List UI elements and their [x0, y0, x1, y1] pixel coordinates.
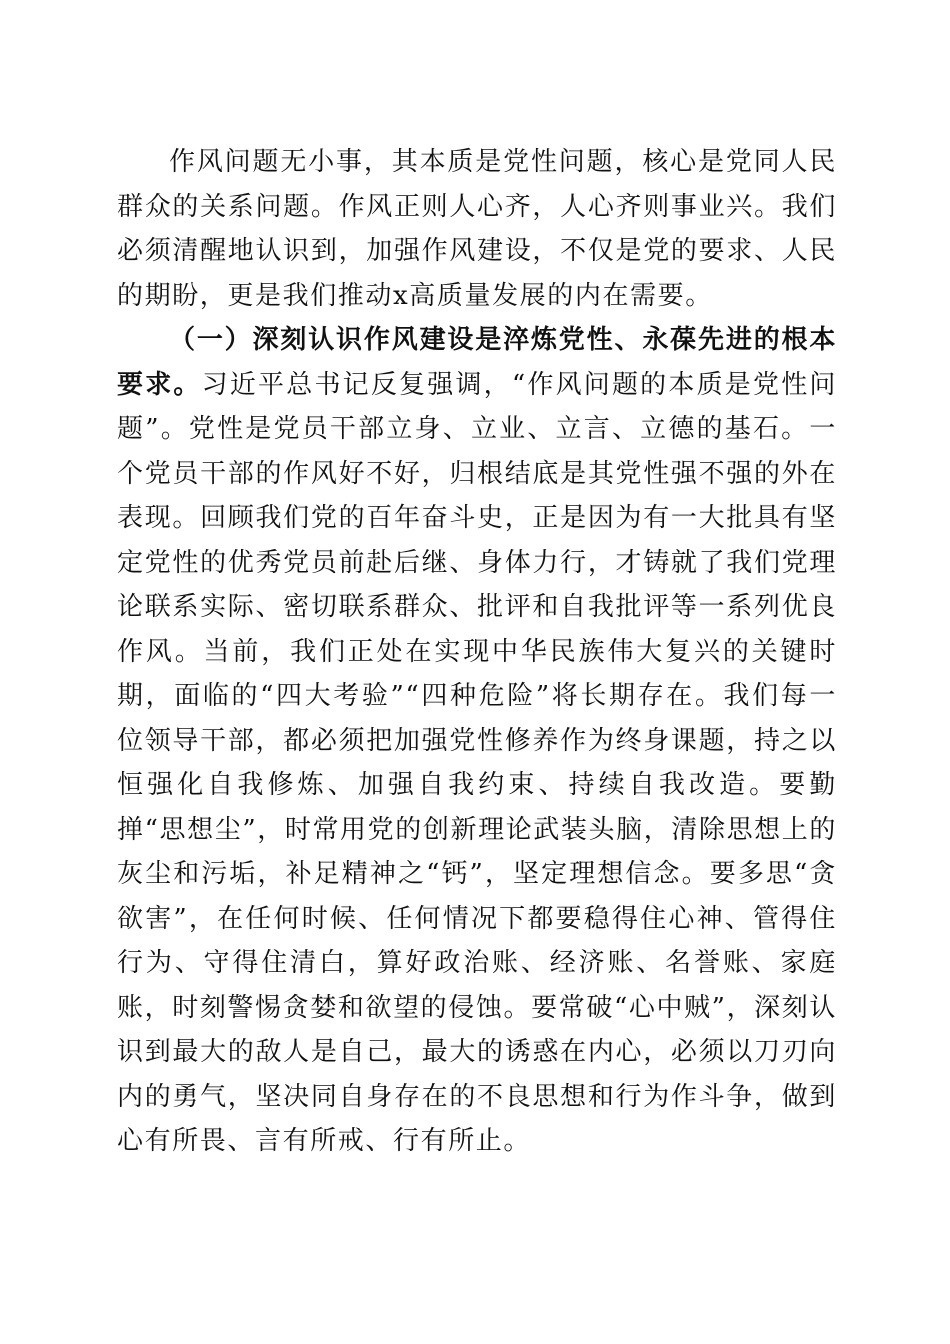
section-1-body-text: 习近平总书记反复强调，“作风问题的本质是党性问题”。党性是党员干部立身、立业、立言、立德的基石。一个党员干部的作风好不好，归根结底是其党性强不强的外在表现。回顾我们党的百年奋斗史，正是因为有一大批具有坚定党性的优秀党员前赴后继、身体力行，才铸就了我们党理论联系实际、密切联系群众、批评和自我批评等一系列优良作风。当前，我们正处在实现中华民族伟大复兴的关键时期，面临的“四大考验”“四种危险”将长期存在。我们每一位领导干部，都必须把加强党性修养作为终身课题，持之以恒强化自我修炼、加强自我约束、持续自我改造。要勤掸“思想尘”，时常用党的创新理论武装头脑，清除思想上的灰尘和污垢，补足精神之“钙”，坚定理想信念。要多思“贪欲害”，在任何时候、任何情况下都要稳得住心神、管得住行为、守得住清白，算好政治账、经济账、名誉账、家庭账，时刻警惕贪婪和欲望的侵蚀。要常破“心中贼”，深刻认识到最大的敌人是自己，最大的诱惑在内心，必须以刀刃向内的勇气，坚决同自身存在的不良思想和行为作斗争，做到心有所畏、言有所戒、行有所止。: [117, 369, 837, 1156]
section-1-heading: （一）深刻认识作风建设是淬炼党性、永葆先进的根本要求。: [117, 325, 837, 400]
intro-paragraph: [117, 140, 837, 318]
document-body: [117, 140, 837, 1164]
section-1-paragraph: [117, 318, 837, 1164]
intro-paragraph-text: 作风问题无小事，其本质是党性问题，核心是党同人民群众的关系问题。作风正则人心齐，人心齐则事业兴。我们必须清醒地认识到，加强作风建设，不仅是党的要求、人民的期盼，更是我们推动x高质量发展的内在需要。: [117, 147, 837, 311]
